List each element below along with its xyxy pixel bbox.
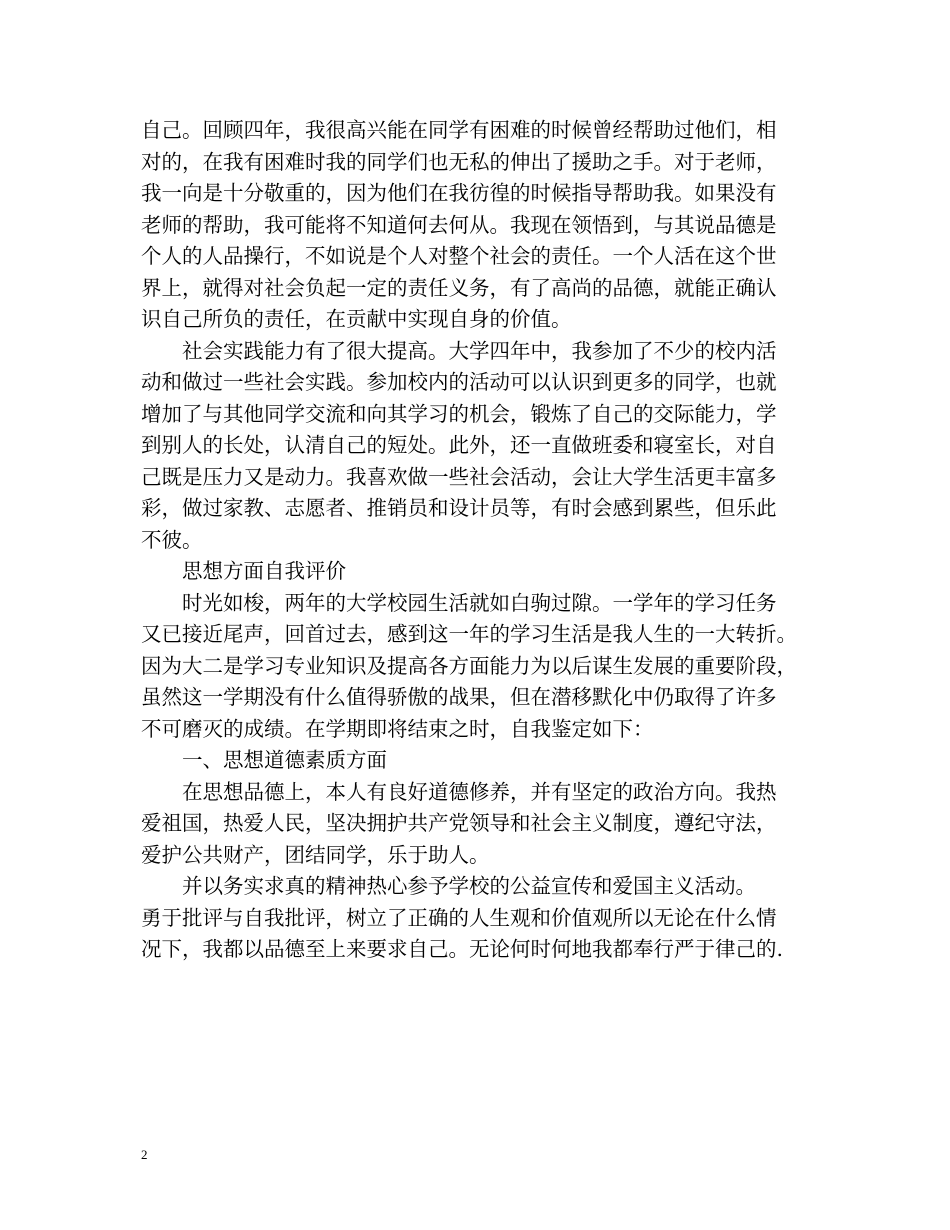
text-line: 又已接近尾声，回首过去，感到这一年的学习生活是我人生的一大转折。 (141, 622, 797, 646)
text-line: 对的，在我有困难时我的同学们也无私的伸出了援助之手。对于老师， (141, 149, 777, 174)
text-line: 并以务实求真的精神热心参予学校的公益宣传和爱国主义活动。 (182, 874, 756, 898)
text-line: 勇于批评与自我批评，树立了正确的人生观和价值观所以无论在什么情 (141, 905, 777, 930)
text-line: 爱祖国，热爱人民，坚决拥护共产党领导和社会主义制度，遵纪守法， (141, 811, 777, 835)
text-line: 自己。回顾四年，我很高兴能在同学有困难的时候曾经帮助过他们，相 (141, 118, 777, 142)
text-line: 个人的人品操行，不如说是个人对整个社会的责任。一个人活在这个世 (141, 244, 777, 268)
text-line: 己既是压力又是动力。我喜欢做一些社会活动，会让大学生活更丰富多 (141, 464, 777, 489)
text-line: 一、思想道德素质方面 (182, 748, 387, 772)
text-line: 识自己所负的责任，在贡献中实现自身的价值。 (141, 307, 572, 331)
text-line: 不彼。 (141, 527, 203, 552)
page-number: 2 (141, 1147, 148, 1162)
text-line: 不可磨灭的成绩。在学期即将结束之时，自我鉴定如下： (141, 716, 654, 741)
text-line: 虽然这一学期没有什么值得骄傲的战果，但在潜移默化中仍取得了许多 (141, 685, 777, 709)
text-line: 界上，就得对社会负起一定的责任义务，有了高尚的品德，就能正确认 (141, 275, 777, 300)
text-line: 动和做过一些社会实践。参加校内的活动可以认识到更多的同学，也就 (141, 370, 777, 394)
text-line: 爱护公共财产，团结同学，乐于助人。 (141, 842, 490, 867)
text-line: 在思想品德上，本人有良好道德修养，并有坚定的政治方向。我热 (182, 779, 777, 804)
text-line: 增加了与其他同学交流和向其学习的机会，锻炼了自己的交际能力，学 (141, 401, 777, 426)
text-line: 我一向是十分敬重的，因为他们在我彷徨的时候指导帮助我。如果没有 (141, 181, 777, 205)
text-line: 老师的帮助，我可能将不知道何去何从。我现在领悟到，与其说品德是 (141, 212, 777, 237)
text-line: 因为大二是学习专业知识及提高各方面能力为以后谋生发展的重要阶段， (141, 653, 797, 678)
text-line: 社会实践能力有了很大提高。大学四年中，我参加了不少的校内活 (182, 338, 777, 363)
text-line: 到别人的长处，认清自己的短处。此外，还一直做班委和寝室长，对自 (141, 433, 777, 457)
document-body (141, 115, 826, 966)
text-line: 思想方面自我评价 (182, 559, 346, 583)
text-line: 彩，做过家教、志愿者、推销员和设计员等，有时会感到累些，但乐此 (141, 496, 777, 520)
text-line: 时光如梭，两年的大学校园生活就如白驹过隙。一学年的学习任务 (182, 590, 777, 615)
text-line: 况下，我都以品德至上来要求自己。无论何时何地我都奉行严于律己的. (141, 937, 784, 961)
